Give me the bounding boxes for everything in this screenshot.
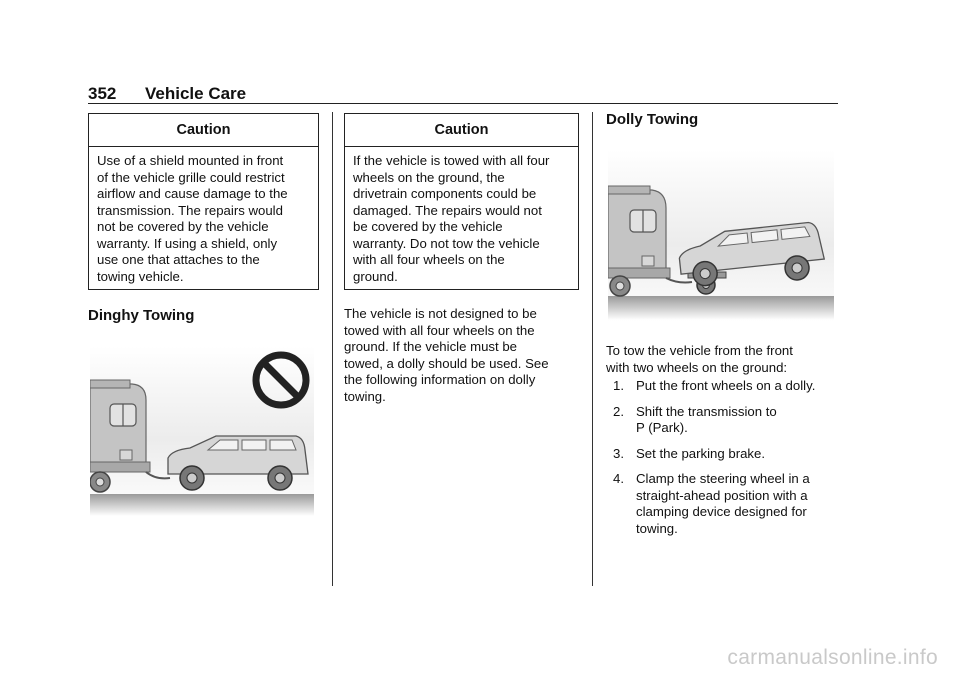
caution-text bbox=[89, 147, 318, 285]
text-line: ground. If the vehicle must be bbox=[344, 339, 518, 354]
dinghy-towing-illustration bbox=[90, 346, 314, 516]
dolly-steps-list bbox=[606, 378, 842, 546]
text-line: wheels on the ground, the bbox=[353, 169, 505, 185]
step-number: 1. bbox=[613, 378, 624, 393]
dinghy-towing-heading: Dinghy Towing bbox=[88, 307, 195, 324]
text-line: transmission. The repairs would bbox=[97, 202, 283, 218]
caution-title: Caution bbox=[345, 114, 578, 147]
text-line: Set the parking brake. bbox=[636, 445, 766, 461]
list-item bbox=[606, 471, 842, 537]
text-line: P (Park). bbox=[636, 420, 688, 435]
text-line: towed with all four wheels on the bbox=[344, 322, 535, 338]
text-line: The vehicle is not designed to be bbox=[344, 306, 537, 321]
text-line: ground. bbox=[353, 268, 398, 284]
step-number: 2. bbox=[613, 403, 624, 419]
section-title: Vehicle Care bbox=[145, 84, 247, 103]
text-line: clamping device designed for bbox=[636, 504, 807, 519]
text-line: Shift the transmission to bbox=[636, 403, 777, 419]
page-header bbox=[88, 84, 838, 104]
text-line: towing. bbox=[636, 520, 678, 536]
text-line: straight-ahead position with a bbox=[636, 487, 808, 503]
watermark-text: carmanualsonline.info bbox=[727, 646, 938, 669]
text-line: towing vehicle. bbox=[97, 268, 184, 284]
caution-text bbox=[345, 147, 578, 285]
step-number: 3. bbox=[613, 445, 624, 461]
text-line: drivetrain components could be bbox=[353, 186, 537, 201]
text-line: towing. bbox=[344, 388, 386, 404]
text-line: not be covered by the vehicle bbox=[97, 219, 269, 234]
text-line: of the vehicle grille could restrict bbox=[97, 169, 285, 185]
text-line: warranty. Do not tow the vehicle bbox=[353, 235, 540, 251]
text-line: To tow the vehicle from the front bbox=[606, 343, 793, 358]
caution-title: Caution bbox=[89, 114, 318, 147]
list-item bbox=[606, 378, 842, 395]
dolly-intro-text bbox=[606, 343, 842, 376]
caution-box-four-wheels bbox=[344, 113, 579, 290]
column-divider-right bbox=[592, 112, 593, 586]
text-line: Clamp the steering wheel in a bbox=[636, 471, 810, 486]
dolly-towing-heading: Dolly Towing bbox=[606, 111, 699, 128]
text-line: damaged. The repairs would not bbox=[353, 202, 542, 218]
text-line: Use of a shield mounted in front bbox=[97, 153, 284, 168]
text-line: airflow and cause damage to the bbox=[97, 186, 288, 201]
step-number: 4. bbox=[613, 471, 624, 486]
text-line: use one that attaches to the bbox=[97, 252, 260, 267]
text-line: with two wheels on the ground: bbox=[606, 359, 788, 375]
text-line: with all four wheels on the bbox=[353, 252, 505, 267]
page-number: 352 bbox=[88, 84, 117, 103]
text-line: the following information on dolly bbox=[344, 372, 536, 387]
dolly-towing-illustration bbox=[608, 150, 834, 322]
caution-box-shield bbox=[88, 113, 319, 290]
text-line: warranty. If using a shield, only bbox=[97, 235, 278, 251]
text-line: towed, a dolly should be used. See bbox=[344, 355, 549, 371]
list-item bbox=[606, 404, 842, 437]
text-line: If the vehicle is towed with all four bbox=[353, 153, 550, 168]
list-item bbox=[606, 446, 842, 463]
text-line: Put the front wheels on a dolly. bbox=[636, 378, 816, 393]
text-line: be covered by the vehicle bbox=[353, 219, 503, 234]
dolly-recommendation-text bbox=[344, 306, 584, 405]
column-divider-left bbox=[332, 112, 333, 586]
header-rule bbox=[88, 103, 838, 104]
